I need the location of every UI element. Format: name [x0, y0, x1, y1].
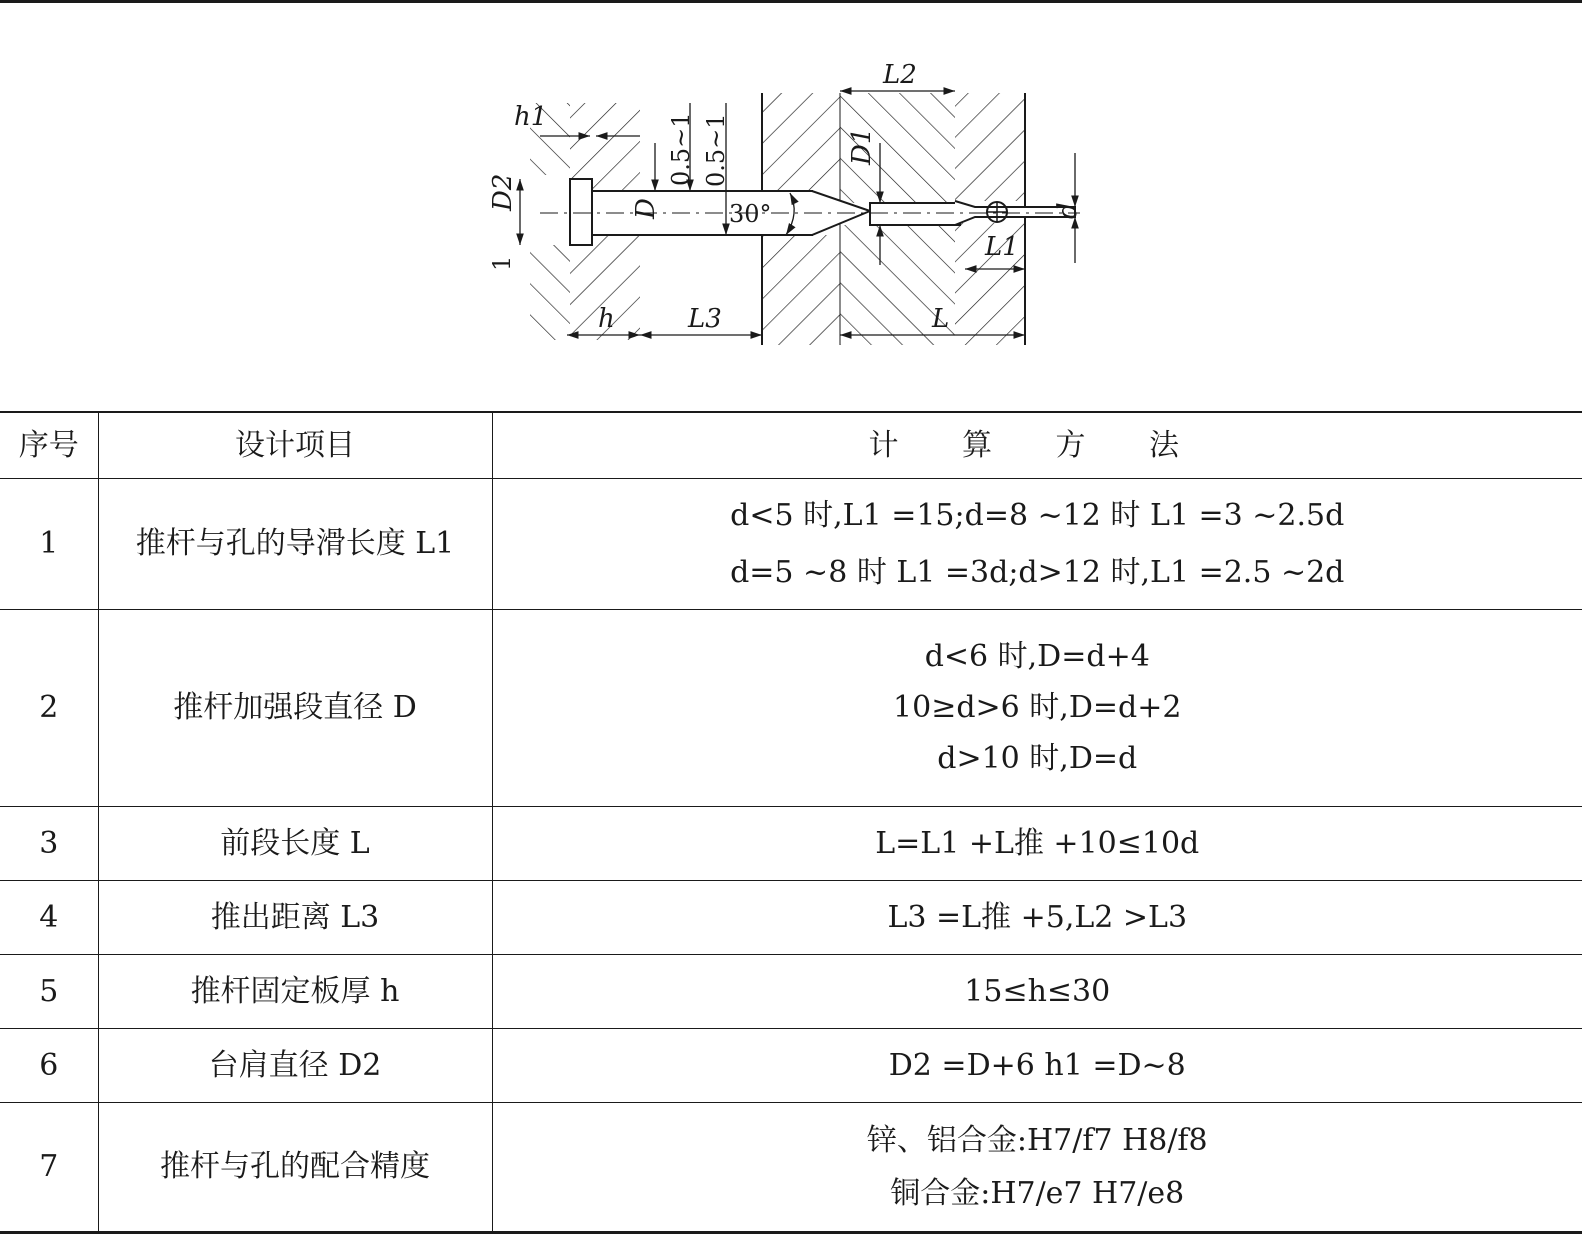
row-item: 推杆与孔的导滑长度 L1: [98, 478, 492, 609]
table-row: [0, 609, 1582, 806]
method-line: 10≥d>6 时,D=d+2: [893, 690, 1182, 725]
header-no: 序号: [0, 412, 98, 478]
row-no: 5: [0, 954, 98, 1028]
row-method: [492, 880, 1582, 954]
table-header-row: [0, 412, 1582, 478]
table-row: [0, 478, 1582, 609]
row-no: 2: [0, 609, 98, 806]
label-L1: L1: [985, 232, 1019, 262]
table-row: [0, 1028, 1582, 1102]
row-item: 推出距离 L3: [98, 880, 492, 954]
label-h: h: [598, 304, 615, 334]
label-L: L: [932, 304, 950, 334]
row-no: 6: [0, 1028, 98, 1102]
method-line: 锌、铝合金:H7/f7 H8/f8: [866, 1122, 1208, 1158]
label-L2: L2: [883, 60, 917, 90]
label-tol-a: 0.5~1: [667, 112, 695, 186]
method-line: d<5 时,L1 =15;d=8 ~12 时 L1 =3 ~2.5d: [730, 497, 1345, 533]
method-line: 15≤h≤30: [964, 973, 1111, 1009]
label-L3: L3: [688, 304, 722, 334]
table-row: [0, 806, 1582, 880]
row-method: [492, 1028, 1582, 1102]
label-tol-b: 0.5~1: [702, 113, 730, 187]
method-line: D2 =D+6 h1 =D~8: [888, 1047, 1186, 1083]
row-no: 3: [0, 806, 98, 880]
table-row: [0, 880, 1582, 954]
label-angle: 30°: [729, 200, 772, 228]
ejector-pin-diagram: [0, 3, 1582, 410]
method-line: 铜合金:H7/e7 H7/e8: [890, 1175, 1185, 1211]
row-item: 推杆与孔的配合精度: [98, 1102, 492, 1232]
diagram-svg: [0, 3, 1582, 410]
row-no: 4: [0, 880, 98, 954]
design-table: [0, 411, 1582, 1234]
row-method: [492, 954, 1582, 1028]
row-method: [492, 478, 1582, 609]
row-item: 前段长度 L: [98, 806, 492, 880]
label-h1: h1: [514, 102, 548, 132]
header-item: 设计项目: [98, 412, 492, 478]
method-line: d>10 时,D=d: [937, 741, 1138, 776]
row-method: [492, 609, 1582, 806]
row-method: [492, 1102, 1582, 1232]
label-D: D: [631, 198, 661, 219]
row-no: 1: [0, 478, 98, 609]
label-1: 1: [488, 255, 516, 271]
method-line: d=5 ~8 时 L1 =3d;d>12 时,L1 =2.5 ~2d: [730, 554, 1345, 590]
row-item: 台肩直径 D2: [98, 1028, 492, 1102]
method-line: d<6 时,D=d+4: [924, 639, 1150, 674]
table-row: [0, 1102, 1582, 1232]
table-row: [0, 954, 1582, 1028]
method-line: L3 =L推 +5,L2 >L3: [887, 899, 1188, 935]
row-item: 推杆加强段直径 D: [98, 609, 492, 806]
row-item: 推杆固定板厚 h: [98, 954, 492, 1028]
label-D1: D1: [847, 127, 877, 165]
method-line: L=L1 +L推 +10≤10d: [875, 825, 1200, 861]
row-method: [492, 806, 1582, 880]
row-no: 7: [0, 1102, 98, 1232]
label-d: d: [1053, 202, 1083, 219]
header-method: 计 算 方 法: [492, 412, 1582, 478]
label-D2: D2: [488, 173, 518, 211]
